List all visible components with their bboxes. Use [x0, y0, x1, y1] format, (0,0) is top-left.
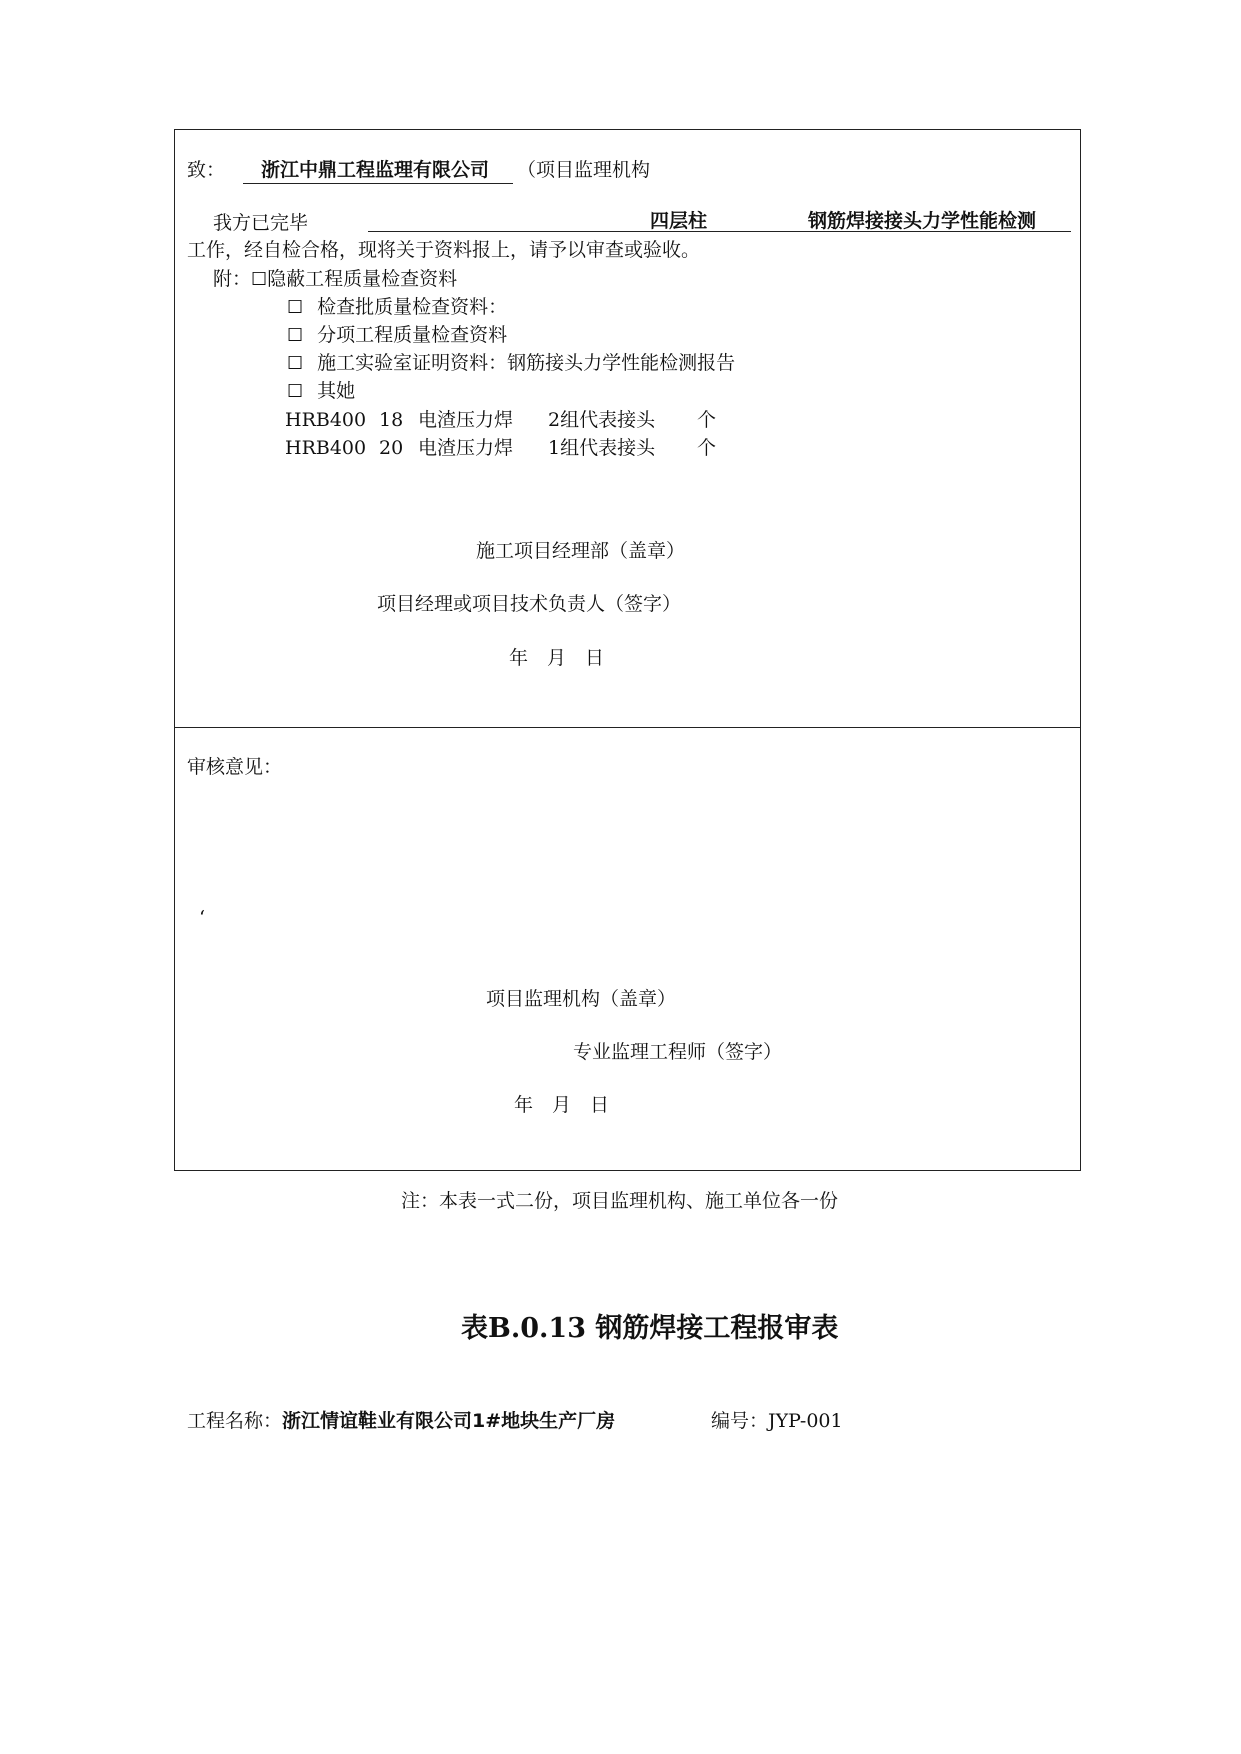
checkbox-icon[interactable]: ☐ — [287, 353, 304, 374]
checkbox-icon[interactable]: ☐ — [287, 325, 304, 346]
detail-method: 电渣压力焊 — [418, 409, 514, 431]
attachment-row — [287, 382, 355, 401]
supervisor-stamp: 项目监理机构（盖章） — [486, 988, 677, 1010]
review-label: 审核意见： — [187, 756, 283, 778]
contractor-stamp: 施工项目经理部（盖章） — [476, 540, 686, 562]
attachment-label: 检查批质量检查资料： — [317, 296, 508, 318]
attachment-label: 分项工程质量检查资料 — [317, 324, 508, 346]
attach-label: 附： — [213, 268, 252, 290]
detail-count: 1组代表接头 — [548, 437, 656, 459]
number-line — [711, 1412, 843, 1431]
attachment-label: 其她 — [317, 380, 356, 402]
detail-grade: HRB400 — [285, 437, 367, 459]
detail-unit: 个 — [697, 409, 717, 431]
detail-size: 18 — [379, 409, 404, 431]
addressee-line — [187, 161, 650, 180]
attachment-label: 施工实验室证明资料：钢筋接头力学性能检测报告 — [317, 352, 736, 374]
detail-count: 2组代表接头 — [548, 409, 656, 431]
project-label: 工程名称： — [187, 1410, 283, 1432]
attachment-row — [213, 270, 457, 289]
to-suffix: （项目监理机构 — [517, 159, 651, 181]
project-name: 浙江情谊鞋业有限公司1#地块生产厂房 — [282, 1410, 616, 1432]
attachment-row — [287, 326, 507, 345]
project-line — [187, 1412, 615, 1431]
complete-label: 我方已完毕 — [213, 212, 309, 234]
number-label: 编号： — [711, 1410, 769, 1432]
complete-item: 钢筋焊接接头力学性能检测 — [808, 210, 1037, 232]
contractor-date: 年 月 日 — [509, 647, 605, 669]
supervisor-date: 年 月 日 — [514, 1094, 610, 1116]
checkbox-icon[interactable]: ☐ — [287, 297, 304, 318]
detail-unit: 个 — [697, 437, 717, 459]
detail-size: 20 — [379, 437, 404, 459]
checkbox-icon[interactable]: ☐ — [287, 381, 304, 402]
stray-mark: ‘ — [199, 907, 206, 929]
checkbox-icon[interactable]: ☐ — [251, 269, 268, 290]
supervisor-signature: 专业监理工程师（签字） — [573, 1041, 783, 1063]
work-statement: 工作，经自检合格，现将关于资料报上，请予以审查或验收。 — [187, 239, 701, 261]
page-title: 表B.0.13 钢筋焊接工程报审表 — [461, 1313, 839, 1344]
attachment-row — [287, 298, 507, 317]
number-value: JYP-001 — [768, 1410, 843, 1432]
form-note: 注：本表一式二份，项目监理机构、施工单位各一份 — [401, 1190, 839, 1212]
to-label: 致： — [187, 159, 226, 181]
attachment-row — [287, 354, 735, 373]
form-divider — [174, 727, 1081, 728]
detail-grade: HRB400 — [285, 409, 367, 431]
to-organization: 浙江中鼎工程监理有限公司 — [243, 159, 513, 184]
detail-method: 电渣压力焊 — [418, 437, 514, 459]
complete-part: 四层柱 — [650, 210, 708, 232]
contractor-signature: 项目经理或项目技术负责人（签字） — [377, 593, 682, 615]
attachment-label: 隐蔽工程质量检查资料 — [267, 268, 458, 290]
